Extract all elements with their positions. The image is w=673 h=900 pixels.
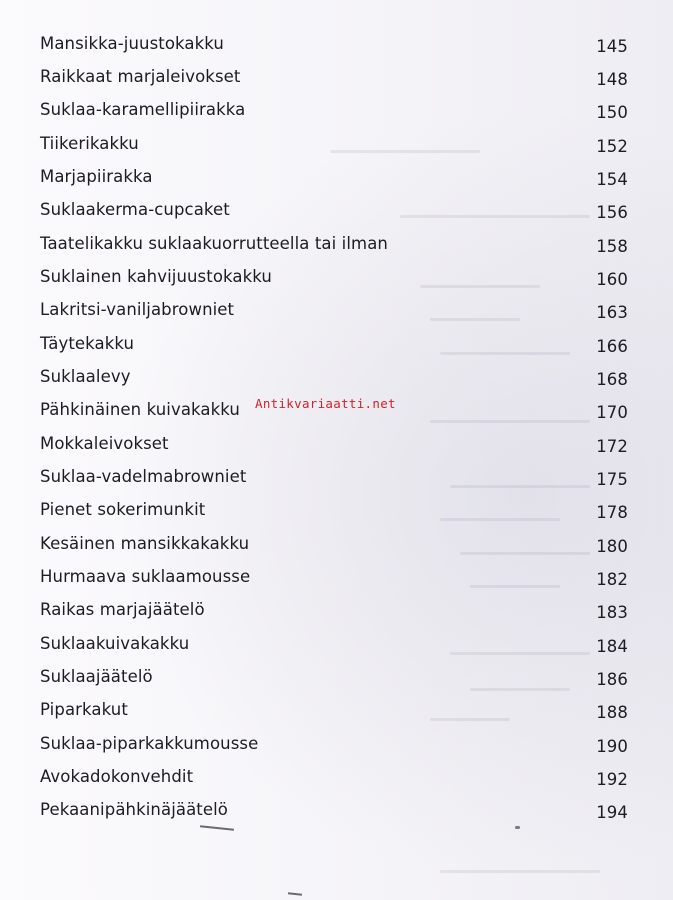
toc-entry[interactable] bbox=[40, 234, 628, 260]
toc-entry-title: Suklaakerma-cupcaket bbox=[40, 200, 230, 219]
toc-entry-title: Suklaalevy bbox=[40, 367, 131, 386]
toc-entry[interactable] bbox=[40, 500, 628, 526]
toc-entry-title: Piparkakut bbox=[40, 700, 128, 719]
toc-entry[interactable] bbox=[40, 100, 628, 126]
toc-entry-page: 148 bbox=[596, 70, 628, 89]
toc-entry[interactable] bbox=[40, 634, 628, 660]
toc-entry-page: 184 bbox=[596, 637, 628, 656]
toc-entry-title: Suklaajäätelö bbox=[40, 667, 153, 686]
toc-entry-page: 163 bbox=[596, 303, 628, 322]
toc-entry-title: Suklaa-karamellipiirakka bbox=[40, 100, 246, 119]
toc-entry-title: Mansikka-juustokakku bbox=[40, 34, 224, 53]
toc-entry[interactable] bbox=[40, 667, 628, 693]
toc-entry[interactable] bbox=[40, 134, 628, 160]
toc-entry-title: Taatelikakku suklaakuorrutteella tai ilman bbox=[40, 234, 388, 253]
toc-entry-page: 170 bbox=[596, 403, 628, 422]
toc-entry-page: 154 bbox=[596, 170, 628, 189]
toc-entry-page: 182 bbox=[596, 570, 628, 589]
toc-entry[interactable] bbox=[40, 534, 628, 560]
toc-entry[interactable] bbox=[40, 600, 628, 626]
toc-entry-title: Pekaanipähkinäjäätelö bbox=[40, 800, 228, 819]
toc-entry[interactable] bbox=[40, 200, 628, 226]
toc-entry[interactable] bbox=[40, 167, 628, 193]
toc-entry[interactable] bbox=[40, 267, 628, 293]
toc-entry-page: 150 bbox=[596, 103, 628, 122]
toc-entry-title: Raikkaat marjaleivokset bbox=[40, 67, 241, 86]
toc-entry[interactable] bbox=[40, 334, 628, 360]
toc-entry-title: Raikas marjajäätelö bbox=[40, 600, 205, 619]
toc-entry[interactable] bbox=[40, 767, 628, 793]
toc-entry-page: 175 bbox=[596, 470, 628, 489]
toc-entry-page: 192 bbox=[596, 770, 628, 789]
toc-entry-title: Marjapiirakka bbox=[40, 167, 153, 186]
toc-entry-title: Suklaakuivakakku bbox=[40, 634, 190, 653]
toc-entry[interactable] bbox=[40, 34, 628, 60]
print-speck bbox=[515, 826, 520, 829]
toc-entry-title: Pähkinäinen kuivakakku bbox=[40, 400, 240, 419]
toc-entry-page: 158 bbox=[596, 237, 628, 256]
toc-entry-page: 160 bbox=[596, 270, 628, 289]
toc-entry-title: Suklaa-piparkakkumousse bbox=[40, 734, 259, 753]
toc-entry-page: 194 bbox=[596, 803, 628, 822]
toc-entry-title: Suklaa-vadelmabrowniet bbox=[40, 467, 247, 486]
toc-entry[interactable] bbox=[40, 367, 628, 393]
toc-entry-page: 168 bbox=[596, 370, 628, 389]
toc-entry[interactable] bbox=[40, 67, 628, 93]
toc-entry-page: 178 bbox=[596, 503, 628, 522]
toc-entry[interactable] bbox=[40, 300, 628, 326]
toc-entry-page: 183 bbox=[596, 603, 628, 622]
toc-entry[interactable] bbox=[40, 467, 628, 493]
toc-entry-page: 180 bbox=[596, 537, 628, 556]
toc-entry-page: 156 bbox=[596, 203, 628, 222]
toc-entry-title: Mokkaleivokset bbox=[40, 434, 169, 453]
toc-entry-page: 188 bbox=[596, 703, 628, 722]
toc-entry[interactable] bbox=[40, 800, 628, 826]
toc-entry-title: Täytekakku bbox=[40, 334, 135, 353]
toc-entry-title: Suklainen kahvijuustokakku bbox=[40, 267, 272, 286]
toc-entry-title: Hurmaava suklaamousse bbox=[40, 567, 251, 586]
watermark-text: Antikvariaatti.net bbox=[255, 396, 396, 411]
toc-entry-page: 190 bbox=[596, 737, 628, 756]
toc-entry-title: Kesäinen mansikkakakku bbox=[40, 534, 250, 553]
toc-entry-page: 166 bbox=[596, 337, 628, 356]
toc-entry-title: Tiikerikakku bbox=[40, 134, 139, 153]
toc-entry-title: Pienet sokerimunkit bbox=[40, 500, 206, 519]
toc-entry-page: 186 bbox=[596, 670, 628, 689]
toc-entry-page: 145 bbox=[596, 37, 628, 56]
toc-entry[interactable] bbox=[40, 567, 628, 593]
toc-entry-page: 172 bbox=[596, 437, 628, 456]
toc-entry[interactable] bbox=[40, 700, 628, 726]
toc-entry-title: Avokadokonvehdit bbox=[40, 767, 194, 786]
toc-entry[interactable] bbox=[40, 434, 628, 460]
toc-entry-title: Lakritsi-vaniljabrowniet bbox=[40, 300, 235, 319]
toc-entry-page: 152 bbox=[596, 137, 628, 156]
toc-entry[interactable] bbox=[40, 734, 628, 760]
